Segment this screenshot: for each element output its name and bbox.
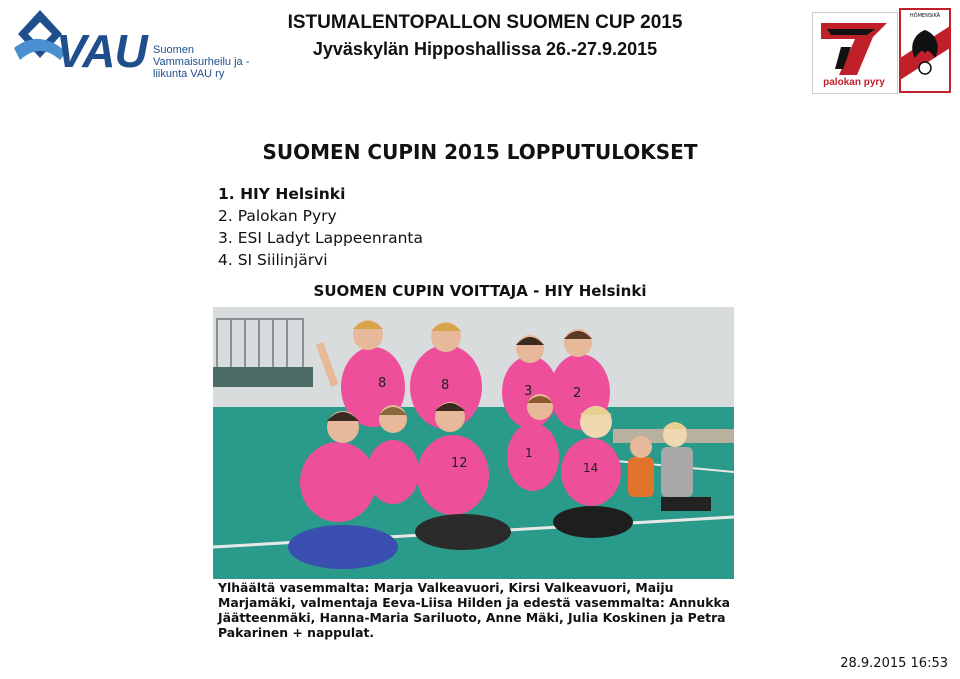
palokan-pyry-label: palokan pyry: [823, 77, 885, 88]
jersey-number: 14: [583, 461, 599, 475]
jersey-number: 12: [451, 456, 468, 471]
shield-eagle-icon: [899, 8, 951, 93]
jersey-number: 3: [524, 384, 533, 399]
jersey-number: 2: [573, 386, 582, 401]
result-item: 3. ESI Ladyt Lappeenranta: [218, 229, 423, 247]
results-heading: SUOMEN CUPIN 2015 LOPPUTULOKSET: [262, 140, 698, 164]
results-list: [218, 183, 423, 271]
vau-wordmark: VAU: [56, 25, 147, 77]
photo-caption: Ylhäältä vasemmalta: Marja Valkeavuori, Kirsi Valkeavuori, Maiju Marjamäki, valmentaja Eeva-Liisa Hilden ja edestä vasemmalta: Annukka Jäätteenmäki, Hanna-Maria Sariluoto, Anne Mäki, Julia Koskinen ja Petra Pakarinen + nappulat.: [218, 580, 731, 640]
result-item: 4. SI Siilinjärvi: [218, 251, 328, 269]
jersey-number: 1: [525, 446, 533, 460]
club-shield-logo: [899, 8, 951, 93]
team-photo-illustration: [213, 307, 734, 579]
page-subtitle: Jyväskylän Hipposhallissa 26.-27.9.2015: [312, 39, 658, 59]
page-title: ISTUMALENTOPALLON SUOMEN CUP 2015: [287, 12, 683, 33]
pyry-seven-icon: [813, 13, 897, 79]
result-item: 1. HIY Helsinki: [218, 185, 346, 203]
winner-heading: SUOMEN CUPIN VOITTAJA - HIY Helsinki: [313, 282, 647, 300]
document-timestamp: 28.9.2015 16:53: [840, 656, 948, 671]
svg-text:HÖMENSIKÄ: HÖMENSIKÄ: [909, 13, 941, 19]
result-item: 2. Palokan Pyry: [218, 207, 337, 225]
vau-organization-name: Suomen Vammaisurheilu ja -liikunta VAU ry: [153, 44, 250, 80]
team-photo: [213, 307, 734, 579]
jersey-number: 8: [378, 376, 387, 391]
jersey-number: 8: [441, 378, 450, 393]
